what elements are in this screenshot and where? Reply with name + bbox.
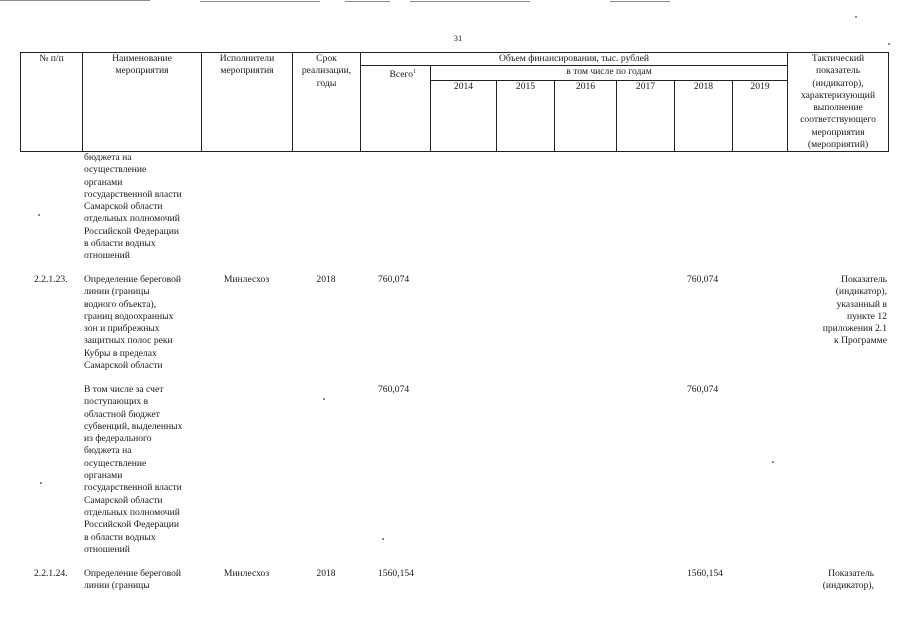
row-24-2018: 1560,154 <box>687 568 723 579</box>
header-indicator: Тактический показатель (индикатор), характеризующий выполнение соответствующего мероприятия (мероприятий) <box>788 53 889 152</box>
name-line: в области водных <box>84 238 156 250</box>
scan-mark <box>610 1 670 2</box>
indicator-line: (индикатор), <box>835 286 887 298</box>
row-24-total: 1560,154 <box>378 568 414 579</box>
row-23b-name <box>84 384 208 556</box>
row-24-term: 2018 <box>316 568 336 579</box>
name-line: Самарской области <box>84 201 163 213</box>
indicator-line: пункте 12 <box>846 310 887 322</box>
indicator-line: (индикатор), <box>822 580 874 592</box>
indicator-line: указанный в <box>836 298 887 310</box>
scan-dot <box>323 398 325 400</box>
name-line: органами <box>84 176 123 188</box>
header-no: № п/п <box>21 53 83 152</box>
scan-mark <box>200 1 320 2</box>
name-line: защитных полос реки <box>84 335 173 347</box>
row-24-indicator <box>787 568 874 593</box>
name-line: из федерального <box>84 433 152 445</box>
indicator-line: приложения 2.1 <box>822 323 887 335</box>
header-executors: Исполнители мероприятия <box>202 53 293 152</box>
name-line: Российской Федерации <box>84 225 179 237</box>
row-23-executor: Минлесхоз <box>223 274 270 285</box>
name-line: государственной власти <box>84 482 182 494</box>
name-line: субвенций, выделенных <box>84 420 183 432</box>
scan-mark <box>410 1 530 2</box>
name-line: областной бюджет <box>84 408 160 420</box>
header-year-2018: 2018 <box>675 81 733 152</box>
name-line: отношений <box>84 250 130 262</box>
name-line: В том числе за счет <box>84 384 164 395</box>
name-line: зон и прибрежных <box>84 323 160 335</box>
name-line: границ водоохранных <box>84 310 174 322</box>
name-line: линии (границы <box>84 580 150 592</box>
header-year-2015: 2015 <box>497 81 555 152</box>
row-24-executor: Минлесхоз <box>223 568 270 579</box>
financing-table-header <box>20 52 889 152</box>
page-number: 31 <box>453 33 463 43</box>
name-line: осуществление <box>84 457 147 469</box>
indicator-line: Показатель <box>841 274 887 285</box>
header-total-footnote: 1 <box>413 69 416 76</box>
name-line: в области водных <box>84 531 156 543</box>
name-line: государственной власти <box>84 188 182 200</box>
name-line: линии (границы <box>84 286 150 298</box>
indicator-line: к Программе <box>834 335 887 347</box>
scan-dot <box>40 482 42 484</box>
row-23-total: 760,074 <box>378 274 410 285</box>
header-year-2016: 2016 <box>555 81 617 152</box>
header-name: Наименование мероприятия <box>83 53 202 152</box>
row-24-no: 2.2.1.24. <box>34 568 68 579</box>
name-line: бюджета на <box>84 152 132 163</box>
name-line: отдельных полномочий <box>84 506 180 518</box>
name-line: отношений <box>84 543 130 555</box>
scan-dot <box>888 43 890 45</box>
scan-dot <box>382 538 384 540</box>
name-line: Самарской области <box>84 360 163 372</box>
row-24-name <box>84 568 208 593</box>
name-line: органами <box>84 470 123 482</box>
header-total <box>361 66 431 152</box>
header-year-2017: 2017 <box>617 81 675 152</box>
header-total-label: Всего <box>389 69 413 81</box>
row-23-indicator <box>787 274 887 348</box>
row-23b-2018: 760,074 <box>687 384 719 395</box>
name-line: Кубры в пределах <box>84 347 157 359</box>
row-23-2018: 760,074 <box>687 274 719 285</box>
row-23b-total: 760,074 <box>378 384 410 395</box>
row-23-name <box>84 274 208 372</box>
name-line: отдельных полномочий <box>84 213 180 225</box>
header-by-years: в том числе по годам <box>431 66 788 81</box>
header-year-2019: 2019 <box>733 81 788 152</box>
scan-dot <box>772 461 774 463</box>
row-23-term: 2018 <box>316 274 336 285</box>
name-line: бюджета на <box>84 445 132 457</box>
name-line: водного объекта), <box>84 298 157 310</box>
scan-dot <box>38 214 40 216</box>
header-term: Срок реализации, годы <box>293 53 361 152</box>
row-23-no: 2.2.1.23. <box>34 274 68 285</box>
header-financing: Объем финансирования, тыс. рублей <box>361 53 788 66</box>
indicator-line: Показатель <box>828 568 874 579</box>
header-year-2014: 2014 <box>431 81 497 152</box>
scan-mark <box>345 1 390 2</box>
scan-mark <box>0 0 150 1</box>
scan-dot <box>855 16 857 18</box>
name-line: Самарской области <box>84 494 163 506</box>
name-line: Российской Федерации <box>84 519 179 531</box>
name-line: осуществление <box>84 164 147 176</box>
name-line: поступающих в <box>84 396 149 408</box>
name-line: Определение береговой <box>84 274 182 285</box>
row-cont-name <box>84 152 208 263</box>
name-line: Определение береговой <box>84 568 182 579</box>
